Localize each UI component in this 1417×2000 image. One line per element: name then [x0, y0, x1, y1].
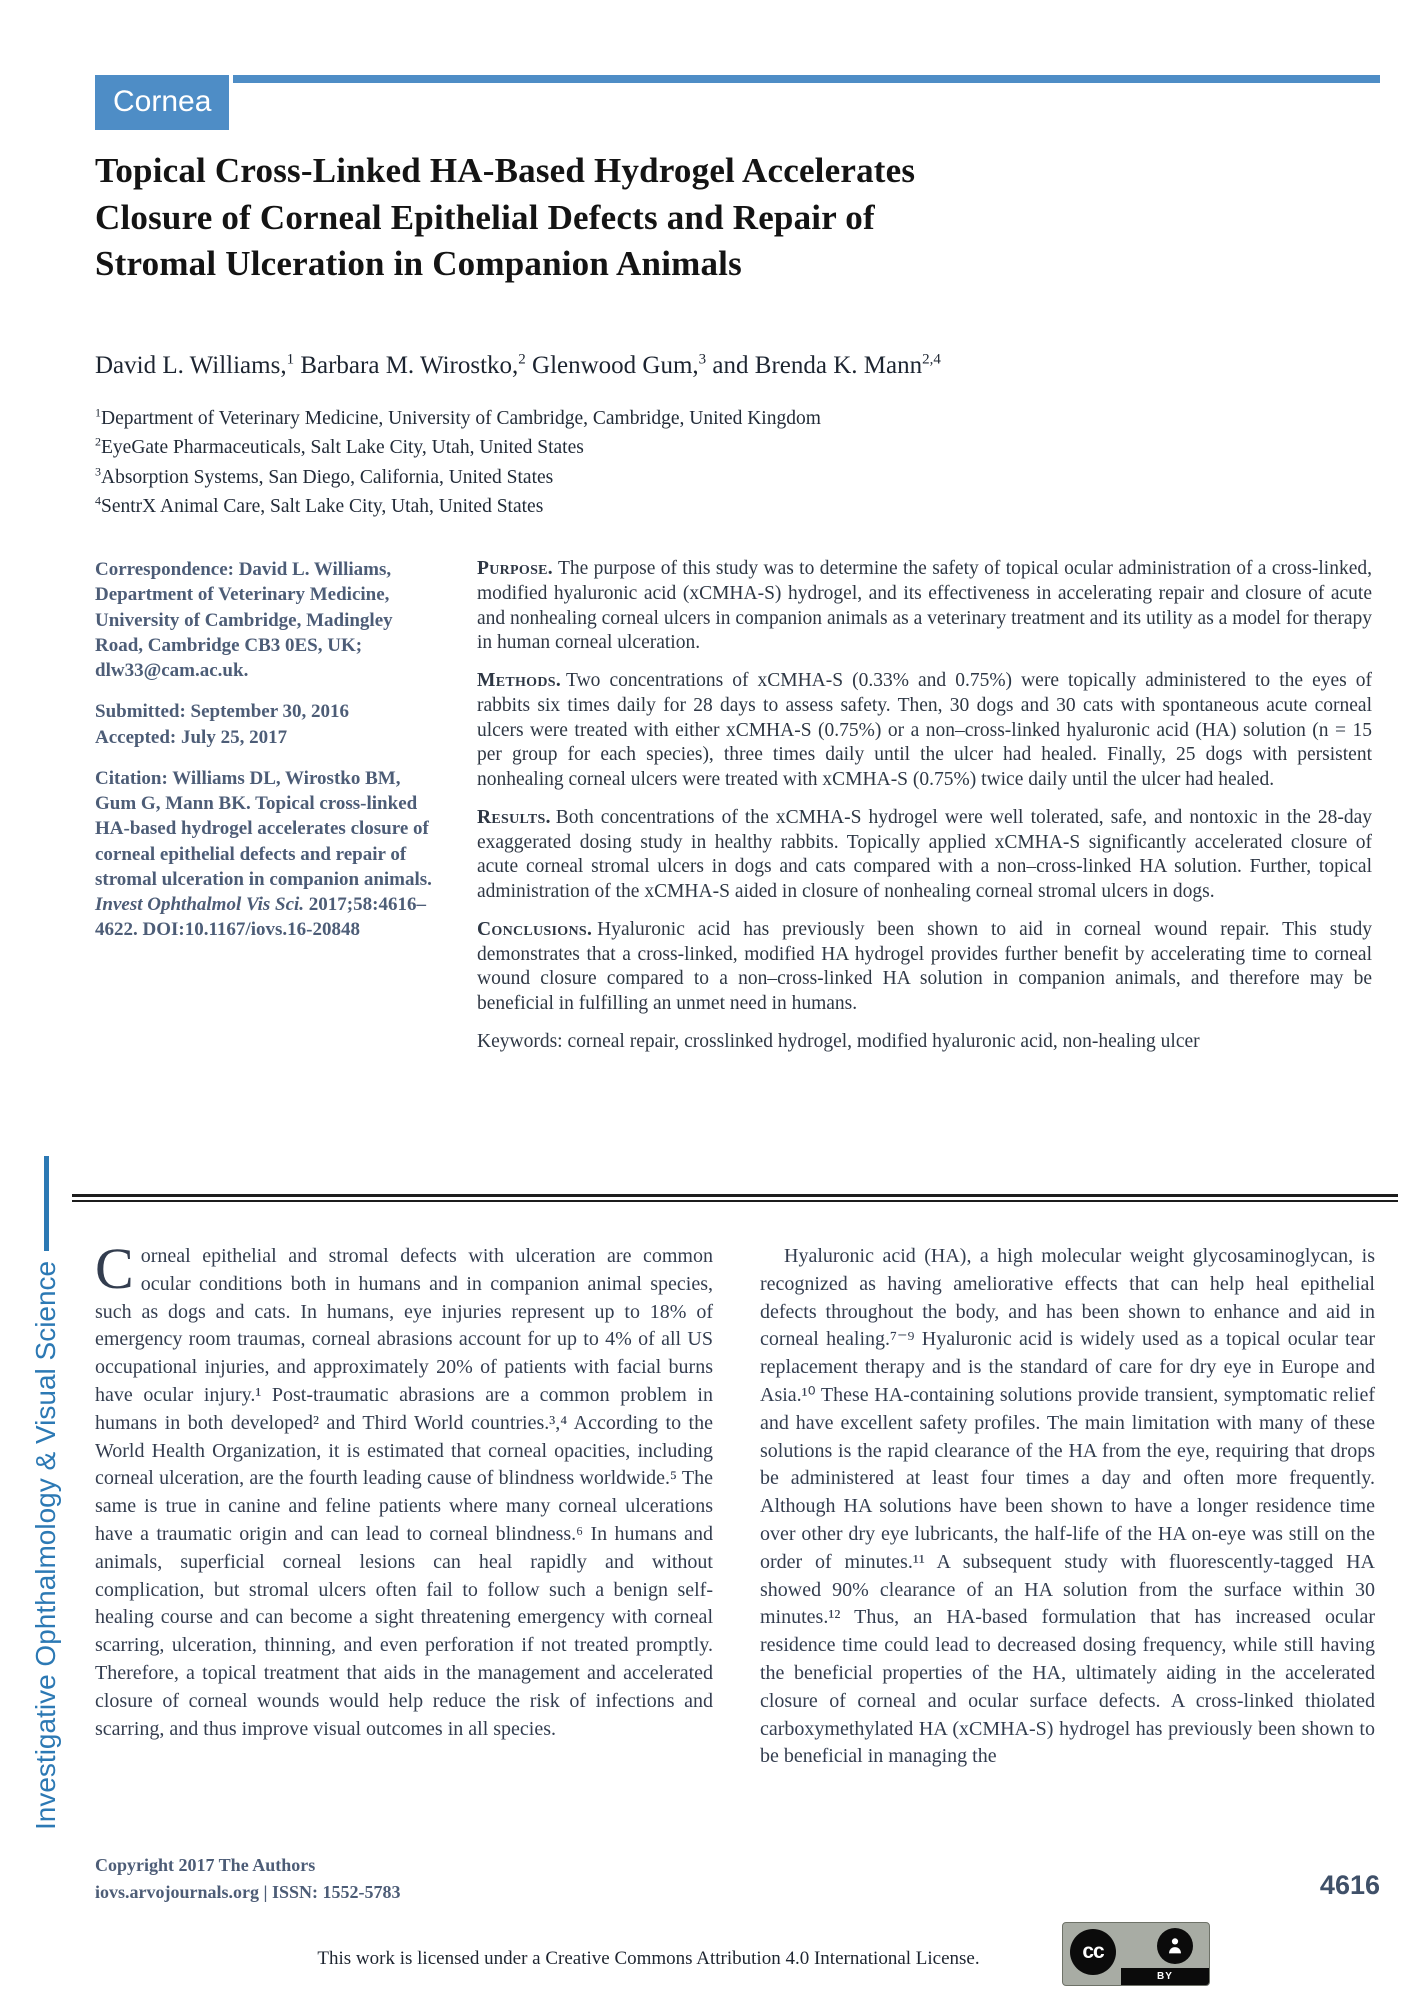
abstract-section: Conclusions. Hyaluronic acid has previously been shown to aid in corneal wound repair. This study demonstrates that a cross-linked, modified HA hydrogel provides further benefit by accelerating time to corneal wound closure compared to a non–cross-linked HA solution in companion animals, and therefore may be beneficial in fulfilling an unmet need in humans.	[477, 918, 1372, 1014]
section-label: Conclusions.	[477, 918, 593, 940]
article-title-line: Topical Cross-Linked HA-Based Hydrogel Accelerates	[95, 151, 916, 190]
affiliation-item: $^4$SentrX Animal Care, Salt Lake City, Utah, United States	[95, 493, 544, 517]
section-label: Methods.	[477, 670, 562, 691]
body-paragraph: Hyaluronic acid (HA), a high molecular weight glycosaminoglycan, is recognized as having ameliorative effects that can help heal epithelial defects throughout the body, and has been shown to enhance and aid in corneal healing.⁷⁻⁹ Hyaluronic acid is widely used as a topical ocular tear replacement therapy and is the standard of care for dry eye in Europe and Asia.¹⁰ These HA-containing solutions provide transient, symptomatic relief and have excellent safety profiles. The main limitation with many of these solutions is the rapid clearance of the HA from the eye, requiring that drops be administered at least four times a day and often more frequently. Although HA solutions have been shown to have a longer residence time over other dry eye lubricants, the half-life of the HA on-eye was still on the order of minutes.¹¹ A subsequent study with fluorescently-tagged HA showed 90% clearance of an HA solution from the surface within 30 minutes.¹² Thus, an HA-based formulation that has increased ocular residence time could lead to decreased dosing frequency, while still having the beneficial properties of the HA, ultimately aiding in the accelerated closure of corneal and ocular surface defects. A cross-linked thiolated carboxymethylated HA (xCMHA-S) hydrogel has previously been shown to be beneficial in managing the	[760, 1245, 1375, 1768]
page-number: 4616	[1319, 1870, 1380, 1900]
abstract-section: Results. Both concentrations of the xCMHA-S hydrogel were well tolerated, safe, and nontoxic in the 28-day exaggerated dosing study in healthy rabbits. Topically applied xCMHA-S significantly accelerated closure of acute corneal stromal ulcers in dogs and cats compared with a non–cross-linked HA solution. Further, topical administration of the xCMHA-S aided in closure of nonhealing corneal stromal ulcers in dogs.	[477, 806, 1372, 902]
author-superscript: 2	[518, 351, 526, 368]
info-column	[95, 557, 443, 959]
license-text: This work is licensed under a Creative Commons Attribution 4.0 International License.	[317, 1948, 980, 1969]
sidebar-dash	[44, 1156, 49, 1251]
submission-dates: Submitted: September 30, 2016 Accepted: July 25, 2017	[95, 701, 350, 748]
citation-note: Citation: Williams DL, Wirostko BM, Gum G, Mann BK. Topical cross-linked HA-based hydrogel accelerates closure of corneal epithelial defects and repair of stromal ulceration in companion animals. Invest Ophthalmol Vis Sci. 2017;58:4616–4622. DOI:10.1167/iovs.16-20848	[95, 767, 432, 941]
footer-left	[95, 1852, 400, 1906]
journal-sidebar	[26, 1090, 66, 1830]
abstract	[477, 557, 1372, 1068]
cc-by-badge	[1062, 1922, 1210, 1986]
divider-rule	[72, 1194, 1398, 1202]
drop-cap: C	[95, 1236, 134, 1301]
author: Glenwood Gum,	[525, 352, 699, 379]
attribution-person-icon	[1157, 1928, 1193, 1964]
abstract-section: Methods. Two concentrations of xCMHA-S (0.33% and 0.75%) were topically administered to the eyes of rabbits six times daily for 28 days to assess safety. Then, 30 dogs and 30 cats with spontaneous acute corneal ulcers were treated with either xCMHA-S (0.75%) or a non–cross-linked hyaluronic acid (HA) solution (n = 15 per group for each species), three times daily until the ulcer had healed. Finally, 25 dogs with persistent nonhealing corneal ulcers were treated with xCMHA-S (0.75%) twice daily until the ulcer had healed.	[477, 670, 1372, 790]
authors-line	[95, 352, 1325, 380]
section-label: Results.	[477, 806, 551, 828]
abstract-section: Purpose. The purpose of this study was to determine the safety of topical ocular administration of a cross-linked, modified hyaluronic acid (xCMHA-S) hydrogel, and its effectiveness in accelerating repair and closure of acute and nonhealing corneal ulcers in companion animals as a veterinary treatment and its utility as a model for therapy in human corneal ulceration.	[477, 558, 1372, 654]
body-left-column	[95, 1236, 713, 1743]
article-title-line: Closure of Corneal Epithelial Defects and Repair of	[95, 197, 875, 237]
section-badge	[95, 75, 229, 130]
section-badge-label: Cornea	[113, 85, 212, 118]
article-title	[95, 148, 1325, 288]
correspondence-note: Correspondence: David L. Williams, Department of Veterinary Medicine, University of Cambridge, Madingley Road, Cambridge CB3 0ES, UK; dlw33@cam.ac.uk.	[95, 559, 393, 682]
cc-by-label: BY	[1121, 1968, 1209, 1985]
article-title-line: Stromal Ulceration in Companion Animals	[95, 244, 742, 284]
affiliations	[95, 404, 1325, 521]
affiliation-item: $^1$Department of Veterinary Medicine, University of Cambridge, Cambridge, United Kingdom	[95, 405, 821, 429]
author: David L. Williams,	[95, 352, 287, 379]
affiliation-item: $^3$Absorption Systems, San Diego, California, United States	[95, 464, 554, 488]
intro-paragraph: Corneal epithelial and stromal defects with ulceration are common ocular conditions both in humans and in companion animal species, such as dogs and cats. In humans, eye injuries represent up to 18% of emergency room traumas, corneal abrasions account for up to 4% of all US occupational injuries, and approximately 20% of patients with facial burns have ocular injury.¹ Post-traumatic abrasions are a common problem in humans in both developed² and Third World countries.³,⁴ According to the World Health Organization, it is estimated that corneal opacities, including corneal ulceration, are the fourth leading cause of blindness worldwide.⁵ The same is true in canine and feline patients where many corneal ulcerations have a traumatic origin and can lead to corneal blindness.⁶ In humans and animals, superficial corneal lesions can heal rapidly and without complication, but stromal ulcers often fail to follow such a benign self-healing course and can become a sight threatening emergency with corneal scarring, ulceration, thinning, and even perforation if not treated promptly. Therefore, a topical treatment that aids in the management and accelerated closure of corneal wounds would help reduce the risk of infections and scarring, and thus improve visual outcomes in all species.	[95, 1236, 713, 1740]
author: Barbara M. Wirostko,	[294, 352, 519, 379]
author-superscript: 3	[698, 351, 707, 368]
footer-copyright: Copyright 2017 The Authors	[95, 1855, 316, 1875]
author: and Brenda K. Mann	[706, 352, 923, 379]
cc-icon: cc	[1070, 1929, 1116, 1975]
section-label: Purpose.	[477, 558, 553, 579]
footer-journal-url: iovs.arvojournals.org | ISSN: 1552-5783	[95, 1882, 401, 1902]
journal-name: Investigative Ophthalmology & Visual Science	[30, 1260, 61, 1830]
keywords-line: Keywords: corneal repair, crosslinked hydrogel, modified hyaluronic acid, non-healing ulcer	[477, 1030, 1200, 1052]
author-superscript: 2,4	[922, 351, 941, 368]
author-superscript: 1	[286, 351, 295, 368]
body-right-column	[760, 1243, 1375, 1771]
affiliation-item: $^2$EyeGate Pharmaceuticals, Salt Lake City, Utah, United States	[95, 434, 584, 459]
header-rule	[233, 75, 1380, 83]
